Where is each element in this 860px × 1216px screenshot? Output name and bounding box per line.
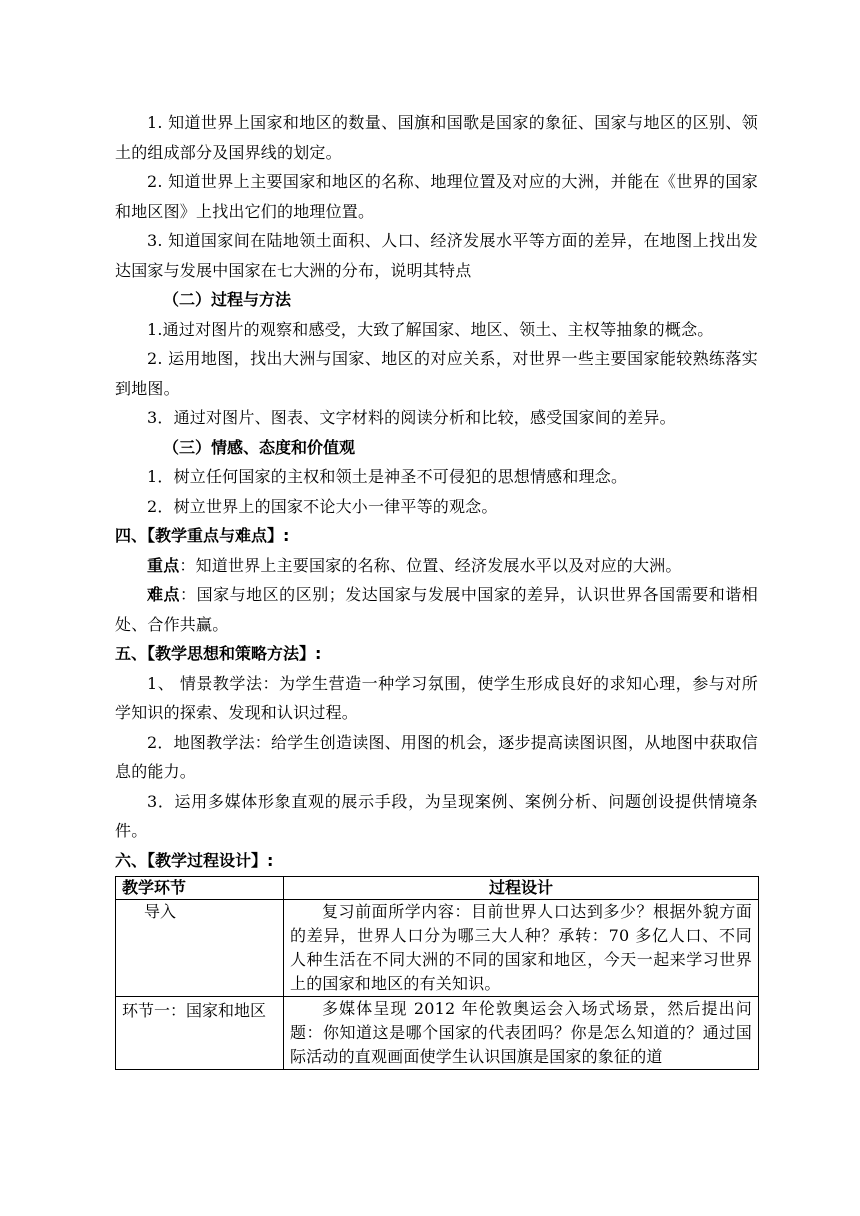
header-stage: 教学环节 bbox=[116, 877, 284, 900]
key-label: 重点 bbox=[147, 555, 180, 575]
hard-text: ：国家与地区的区别；发达国家与发展中国家的差异，认识世界各国需要和谐相处、合作共赢。 bbox=[115, 585, 758, 634]
process-heading: （二）过程与方法 bbox=[163, 290, 292, 309]
keypoints-heading: 四、【教学重点与难点】: bbox=[115, 526, 290, 545]
process-item-1: 1.通过对图片的观察和感受，大致了解国家、地区、领土、主权等抽象的概念。 bbox=[147, 319, 714, 339]
emotion-item-2: 2．树立世界上的国家不论大小一律平等的观念。 bbox=[147, 496, 498, 516]
row-process-text: 复习前面所学内容：目前世界人口达到多少？根据外貌方面的差异，世界人口分为哪三大人种？承转：70 多亿人口、不同人种生活在不同大洲的不同的国家和地区，今天一起来学习世界上的国家和地区的有关知识。 bbox=[284, 900, 759, 997]
knowledge-item-3: 3. 知道国家间在陆地领土面积、人口、经济发展水平等方面的差异，在地图上找出发达国家与发展中国家在七大洲的分布，说明其特点 bbox=[115, 231, 758, 280]
process-item-2: 2. 运用地图，找出大洲与国家、地区的对应关系，对世界一些主要国家能较熟练落实到地图。 bbox=[115, 349, 758, 398]
hard-label: 难点 bbox=[147, 585, 181, 604]
emotion-item-1: 1．树立任何国家的主权和领土是神圣不可侵犯的思想情感和理念。 bbox=[147, 467, 628, 486]
process-design-table bbox=[115, 876, 759, 1070]
emotion-heading: （三）情感、态度和价值观 bbox=[163, 437, 356, 457]
header-process: 过程设计 bbox=[284, 877, 759, 900]
keypoint-hard bbox=[115, 580, 758, 639]
row-process-cell bbox=[284, 997, 759, 1070]
strategy-heading: 五、【教学思想和策略方法】: bbox=[115, 644, 322, 663]
table-header-row bbox=[116, 877, 759, 900]
strategy-item-2: 2．地图教学法：给学生创造读图、用图的机会，逐步提高读图识图，从地图中获取信息的能力。 bbox=[115, 732, 758, 781]
table-row bbox=[116, 997, 759, 1070]
row-process-text: 多媒体呈现 2012 年伦敦奥运会入场式场景，然后提出问题：你知道这是哪个国家的代表团吗？你是怎么知道的？通过国际活动的直观画面使学生认识国旗是国家的象征的道 bbox=[290, 999, 752, 1066]
row-stage-label: 导入 bbox=[144, 902, 177, 921]
process-item-3: 3．通过对图片、图表、文字材料的阅读分析和比较，感受国家间的差异。 bbox=[147, 408, 676, 427]
keypoint-key bbox=[115, 551, 758, 581]
design-heading: 六、【教学过程设计】: bbox=[115, 850, 274, 870]
document-body bbox=[115, 108, 758, 1070]
row-stage bbox=[116, 900, 284, 997]
strategy-item-3: 3．运用多媒体形象直观的展示手段，为呈现案例、案例分析、问题创设提供情境条件。 bbox=[115, 791, 758, 840]
knowledge-item-1: 1. 知道世界上国家和地区的数量、国旗和国歌是国家的象征、国家与地区的区别、领土的组成部分及国界线的划定。 bbox=[115, 113, 758, 162]
table-row bbox=[116, 900, 759, 997]
row-stage: 环节一：国家和地区 bbox=[116, 997, 284, 1070]
key-text: ：知道世界上主要国家的名称、位置、经济发展水平以及对应的大洲。 bbox=[179, 555, 682, 575]
knowledge-item-2: 2. 知道世界上主要国家和地区的名称、地理位置及对应的大洲，并能在《世界的国家和地区图》上找出它们的地理位置。 bbox=[115, 172, 758, 221]
strategy-item-1: 1、 情景教学法：为学生营造一种学习氛围，使学生形成良好的求知心理，参与对所学知识的探索、发现和认识过程。 bbox=[115, 673, 758, 722]
